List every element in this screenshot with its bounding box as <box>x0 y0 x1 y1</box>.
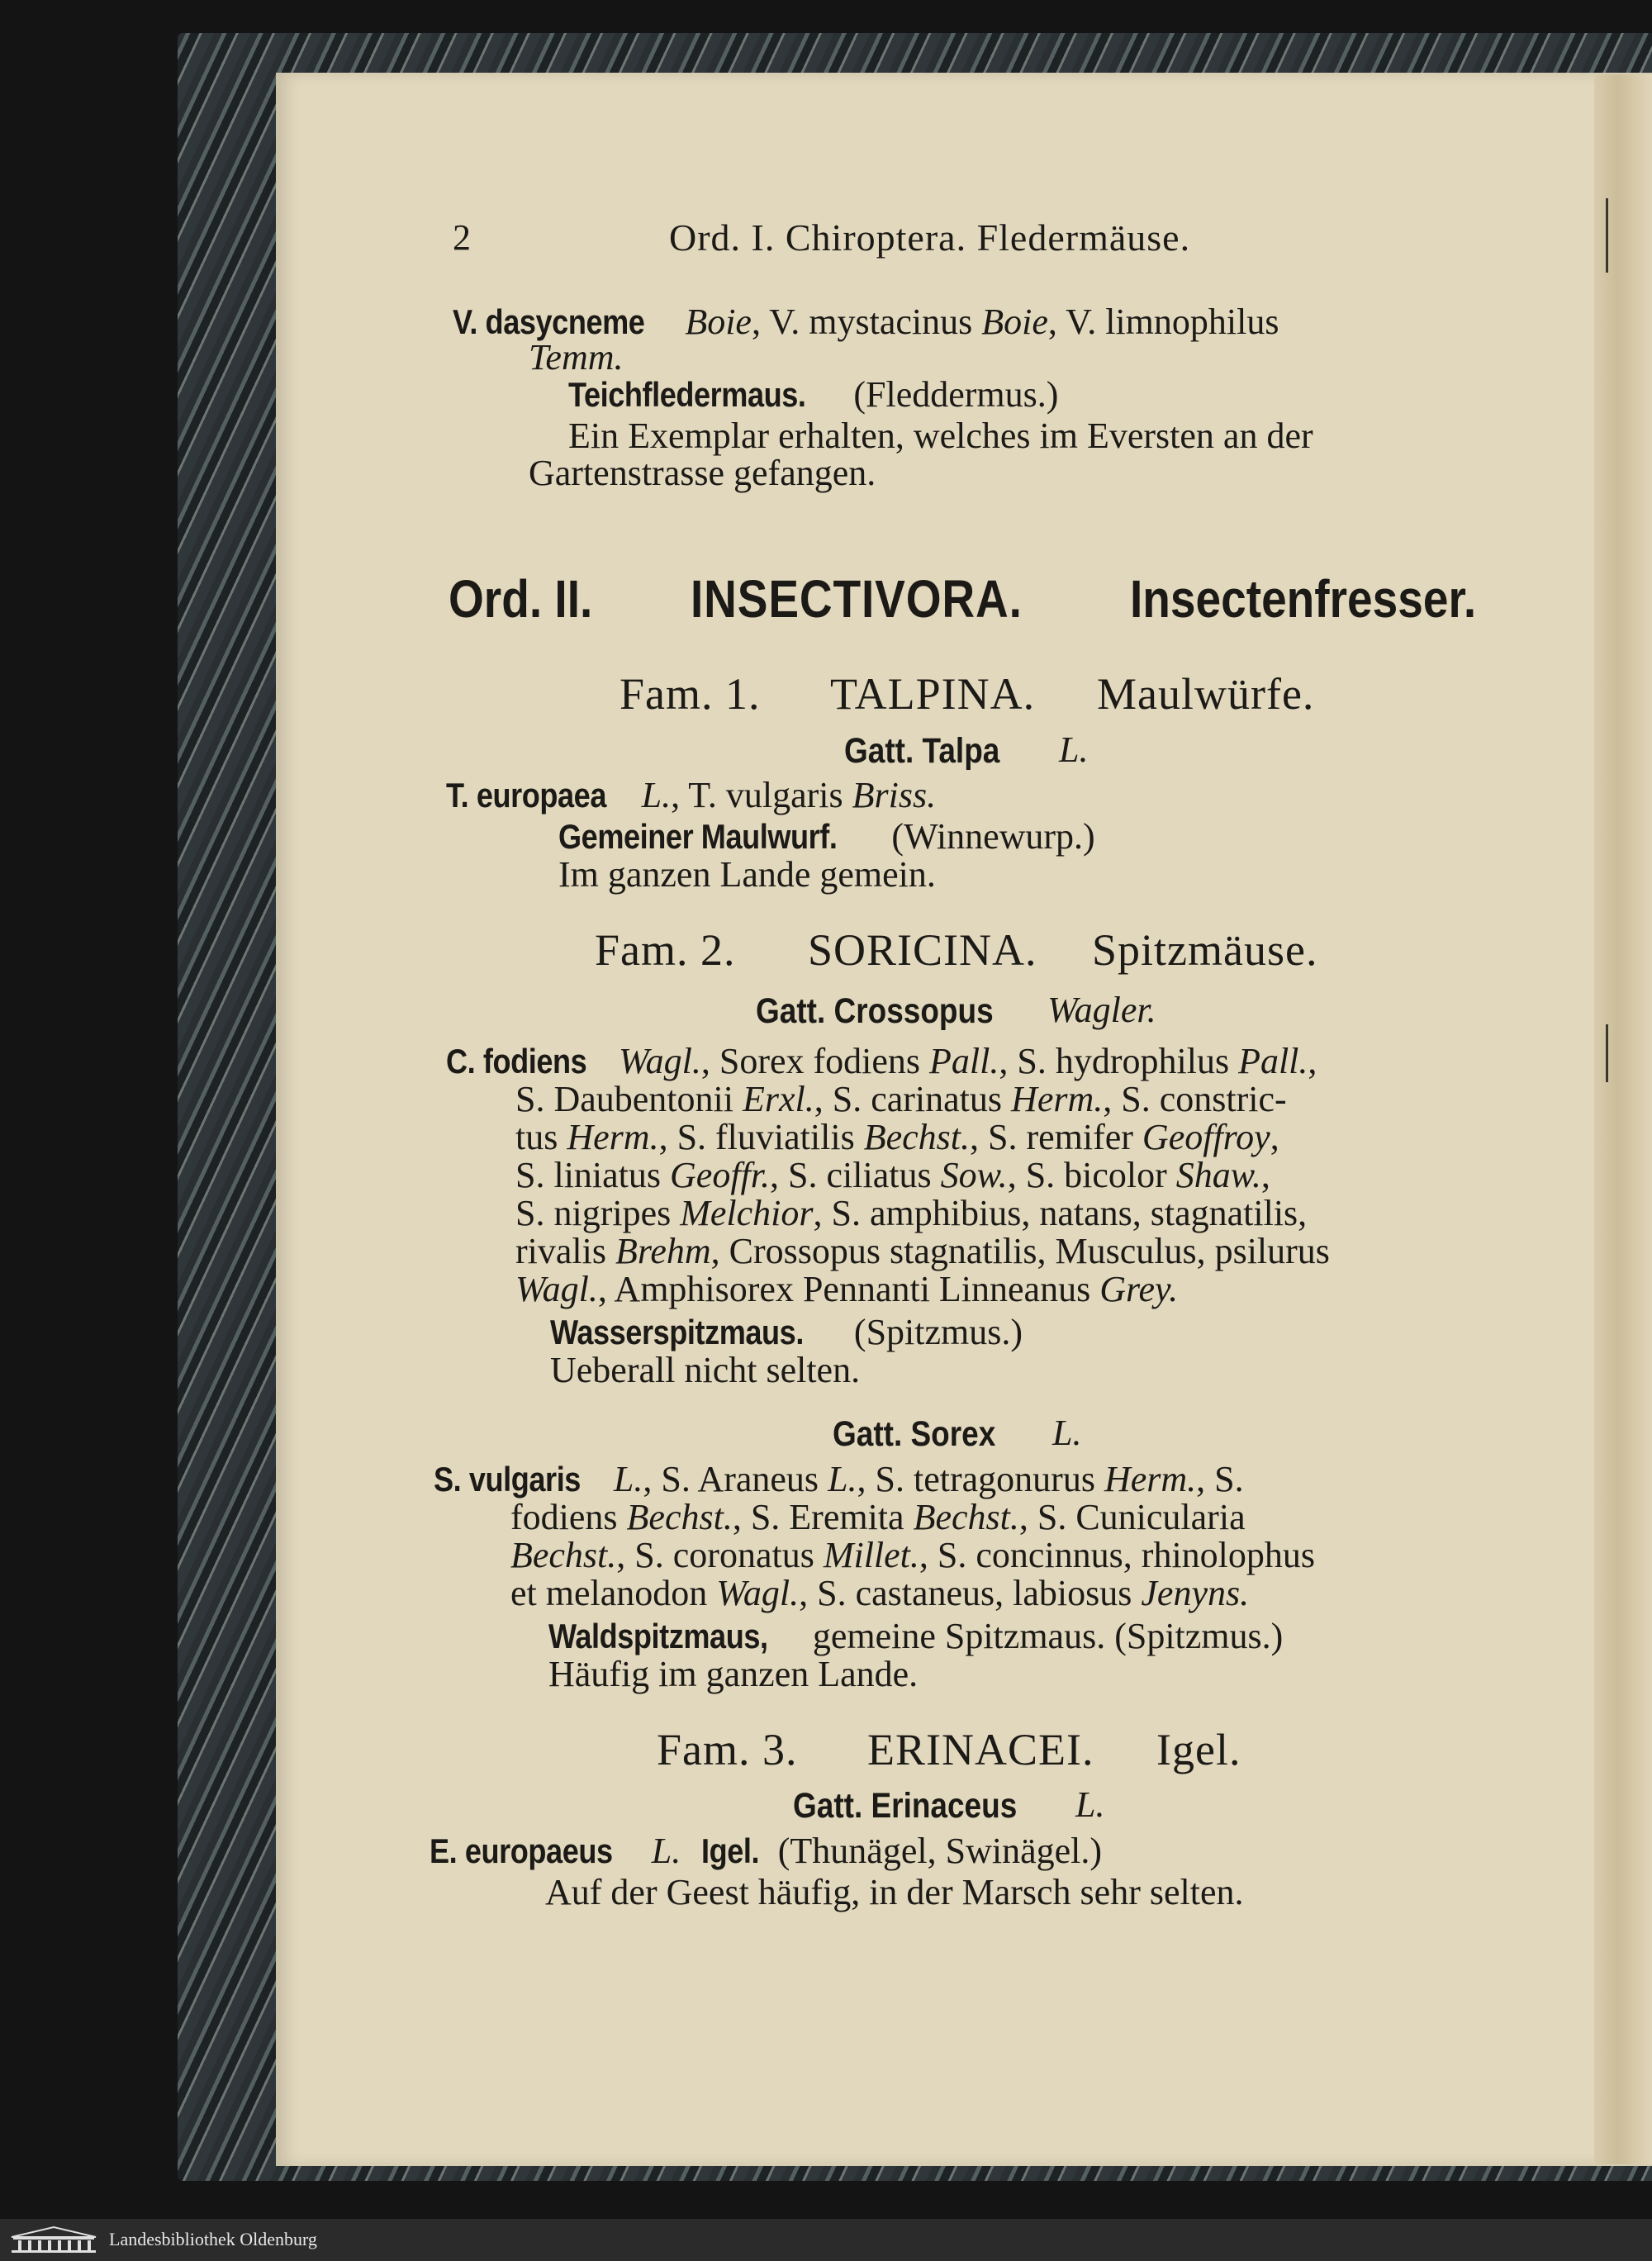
author: Shaw. <box>1175 1155 1261 1195</box>
genus-species: E. europaeus <box>430 1831 613 1870</box>
genus-species: S. vulgaris <box>434 1460 581 1499</box>
entry-c-fodiens-line6 <box>515 1233 1330 1271</box>
author: Geoffroy <box>1142 1117 1270 1157</box>
synonym-text: S. liniatus <box>515 1155 671 1195</box>
genus-talpa-heading <box>844 731 1025 771</box>
entry-s-vulgaris-line1 <box>434 1461 1244 1499</box>
entry-s-vulgaris-line2 <box>510 1499 1246 1537</box>
family-2-german: Spitzmäuse. <box>1092 925 1318 975</box>
author: Boie <box>685 302 752 342</box>
entry-v-dasycneme-line2 <box>529 339 624 377</box>
author: Bechst. <box>510 1535 617 1575</box>
synonym-text: , S. constric- <box>1103 1079 1287 1119</box>
entry-c-fodiens-line1 <box>446 1043 1317 1081</box>
author: Briss. <box>852 775 937 815</box>
synonym-text: , V. limnophilus <box>1047 302 1279 342</box>
order-number: Ord. II. <box>449 569 593 629</box>
author: L. <box>1052 1413 1082 1453</box>
library-name: Landesbibliothek Oldenburg <box>109 2229 317 2249</box>
running-head: Ord. I. Chiroptera. Fledermäuse. <box>669 216 1191 259</box>
synonym-text: , Crossopus stagnatilis, Musculus, psilurus <box>710 1231 1330 1271</box>
synonym-text: , S. tetragonurus <box>857 1459 1104 1499</box>
synonym-text: , T. vulgaris <box>671 775 852 815</box>
synonym-text: S. Daubentonii <box>515 1079 743 1119</box>
margin-mark <box>1606 1024 1608 1082</box>
author: Erxl. <box>742 1079 814 1119</box>
local-name: (Spitzmus.) <box>853 1312 1023 1352</box>
synonym-text: , S. coronatus <box>616 1535 824 1575</box>
author: Boie <box>981 302 1048 342</box>
genus-sorex-author <box>1052 1414 1081 1452</box>
author: Sow. <box>940 1155 1008 1195</box>
author: Bechst. <box>913 1497 1019 1537</box>
entry-t-europaea-common <box>558 818 1095 856</box>
author: Wagl. <box>515 1269 598 1309</box>
synonym-text: , S. <box>1196 1459 1244 1499</box>
synonym-text: , S. ciliatus <box>770 1155 941 1195</box>
genus-crossopus-heading <box>756 991 1032 1031</box>
author: Brehm <box>615 1231 711 1271</box>
genus-species: C. fodiens <box>446 1042 587 1081</box>
common-name: Teichfledermaus. <box>568 375 806 414</box>
page-gutter <box>1594 74 1652 2164</box>
synonym-text: , S. bicolor <box>1007 1155 1176 1195</box>
order-name-text: INSECTIVORA. <box>691 569 1023 629</box>
order-german-text: Insectenfresser. <box>1130 569 1477 629</box>
common-name: Wasserspitzmaus. <box>550 1313 804 1351</box>
author: Temm. <box>529 337 624 378</box>
synonym-text: , <box>1260 1155 1270 1195</box>
local-name: gemeine Spitzmaus. (Spitzmus.) <box>803 1616 1284 1656</box>
entry-e-europaeus-note1: Auf der Geest häufig, in der Marsch sehr selten. <box>545 1872 1244 1912</box>
entry-v-dasycneme-common <box>568 376 1058 414</box>
author: Millet. <box>823 1535 919 1575</box>
genus-species: T. europaea <box>446 776 607 815</box>
synonym-text: , S. castaneus, labiosus <box>799 1573 1142 1613</box>
family-1-label: Fam. 1. <box>620 669 761 719</box>
author: Grey. <box>1099 1269 1179 1309</box>
author: Wagl. <box>619 1041 701 1081</box>
footer-bar <box>0 2219 1652 2261</box>
entry-s-vulgaris-line4 <box>510 1575 1249 1613</box>
entry-c-fodiens-note1: Ueberall nicht selten. <box>550 1350 861 1390</box>
author: Bechst. <box>863 1117 970 1157</box>
synonym-text: , S. Eremita <box>732 1497 914 1537</box>
entry-s-vulgaris-note1: Häufig im ganzen Lande. <box>548 1654 919 1694</box>
entry-v-dasycneme-note1: Ein Exemplar erhalten, welches im Eversten an der <box>568 416 1313 456</box>
synonym-text: , S. Araneus <box>643 1459 828 1499</box>
family-1-german: Maulwürfe. <box>1097 669 1315 719</box>
common-name: Gemeiner Maulwurf. <box>558 817 838 856</box>
common-name: Igel. <box>701 1831 760 1870</box>
author: L. <box>1059 729 1089 770</box>
entry-e-europaeus-line1 <box>430 1832 1102 1870</box>
margin-mark <box>1606 198 1608 273</box>
common-name: Waldspitzmaus, <box>548 1617 768 1655</box>
synonym-text: fodiens <box>510 1497 627 1537</box>
entry-t-europaea-note1: Im ganzen Lande gemein. <box>558 854 936 895</box>
genus-species: V. dasycneme <box>453 302 645 341</box>
synonym-text: , S. carinatus <box>814 1079 1012 1119</box>
family-2-name: SORICINA. <box>808 925 1037 975</box>
entry-s-vulgaris-common <box>548 1617 1283 1655</box>
entry-c-fodiens-common <box>550 1313 1023 1351</box>
local-name: (Thunägel, Swinägel.) <box>777 1831 1102 1871</box>
entry-c-fodiens-line3 <box>515 1119 1279 1157</box>
entry-c-fodiens-line4 <box>515 1157 1270 1195</box>
entry-t-europaea-line1 <box>446 777 936 815</box>
synonym-text: , S. hydrophilus <box>999 1041 1239 1081</box>
entry-c-fodiens-line5 <box>515 1195 1307 1233</box>
synonym-text: , S. Cunicularia <box>1018 1497 1246 1537</box>
author: Wagl. <box>716 1573 800 1613</box>
synonym-text: tus <box>515 1117 567 1157</box>
entry-v-dasycneme-line1 <box>453 303 1279 341</box>
author: Herm. <box>1104 1459 1197 1499</box>
author: L. <box>641 775 672 815</box>
synonym-text: , <box>1270 1117 1279 1157</box>
author: Pall. <box>1238 1041 1308 1081</box>
genus-sorex-heading <box>833 1414 1022 1454</box>
synonym-text: rivalis <box>515 1231 615 1271</box>
family-3-name: ERINACEI. <box>867 1725 1094 1774</box>
synonym-text: et melanodon <box>510 1573 717 1613</box>
family-3-german: Igel. <box>1156 1725 1241 1774</box>
synonym-text: , Amphisorex Pennanti Linneanus <box>597 1269 1100 1309</box>
synonym-text: , V. mystacinus <box>751 302 982 342</box>
entry-c-fodiens-line7 <box>515 1271 1178 1309</box>
author: Wagler. <box>1047 990 1156 1030</box>
library-building-icon <box>8 2225 99 2254</box>
author: Geoffr. <box>670 1155 771 1195</box>
page-number: 2 <box>453 217 471 258</box>
entry-c-fodiens-line2 <box>515 1081 1287 1119</box>
family-1-name: TALPINA. <box>830 669 1036 719</box>
author: Pall. <box>929 1041 999 1081</box>
genus-label: Gatt. Sorex <box>833 1414 996 1454</box>
synonym-text: , Sorex fodiens <box>700 1041 930 1081</box>
entry-v-dasycneme-note2: Gartenstrasse gefangen. <box>529 453 876 493</box>
order-german <box>1130 570 1532 628</box>
author: Herm. <box>567 1117 659 1157</box>
synonym-text: S. nigripes <box>515 1193 681 1233</box>
synonym-text: , <box>1308 1041 1317 1081</box>
local-name: (Fleddermus.) <box>853 374 1059 415</box>
genus-crossopus-author <box>1047 991 1156 1029</box>
family-2-label: Fam. 2. <box>595 925 736 975</box>
author: L. <box>651 1831 681 1871</box>
family-3-label: Fam. 3. <box>657 1725 798 1774</box>
genus-talpa-author <box>1059 731 1088 769</box>
author: Melchior <box>680 1193 814 1233</box>
author: Bechst. <box>626 1497 733 1537</box>
genus-label: Gatt. Erinaceus <box>793 1786 1018 1826</box>
synonym-text: , S. concinnus, rhinolophus <box>919 1535 1316 1575</box>
synonym-text: , S. amphibius, natans, stagnatilis, <box>813 1193 1308 1233</box>
order-heading <box>449 570 616 628</box>
entry-s-vulgaris-line3 <box>510 1537 1315 1575</box>
synonym-text: , S. remifer <box>969 1117 1142 1157</box>
author: L. <box>1075 1784 1105 1825</box>
order-name <box>691 570 1076 628</box>
author: Herm. <box>1011 1079 1104 1119</box>
author: L. <box>613 1459 643 1499</box>
genus-label: Gatt. Crossopus <box>756 991 994 1031</box>
genus-erinaceus-heading <box>793 1786 1053 1826</box>
local-name: (Winnewurp.) <box>891 816 1095 857</box>
genus-label: Gatt. Talpa <box>844 731 1000 771</box>
synonym-text: , S. fluviatilis <box>658 1117 864 1157</box>
author: Jenyns. <box>1141 1573 1250 1613</box>
author: L. <box>828 1459 857 1499</box>
genus-erinaceus-author <box>1075 1786 1104 1824</box>
